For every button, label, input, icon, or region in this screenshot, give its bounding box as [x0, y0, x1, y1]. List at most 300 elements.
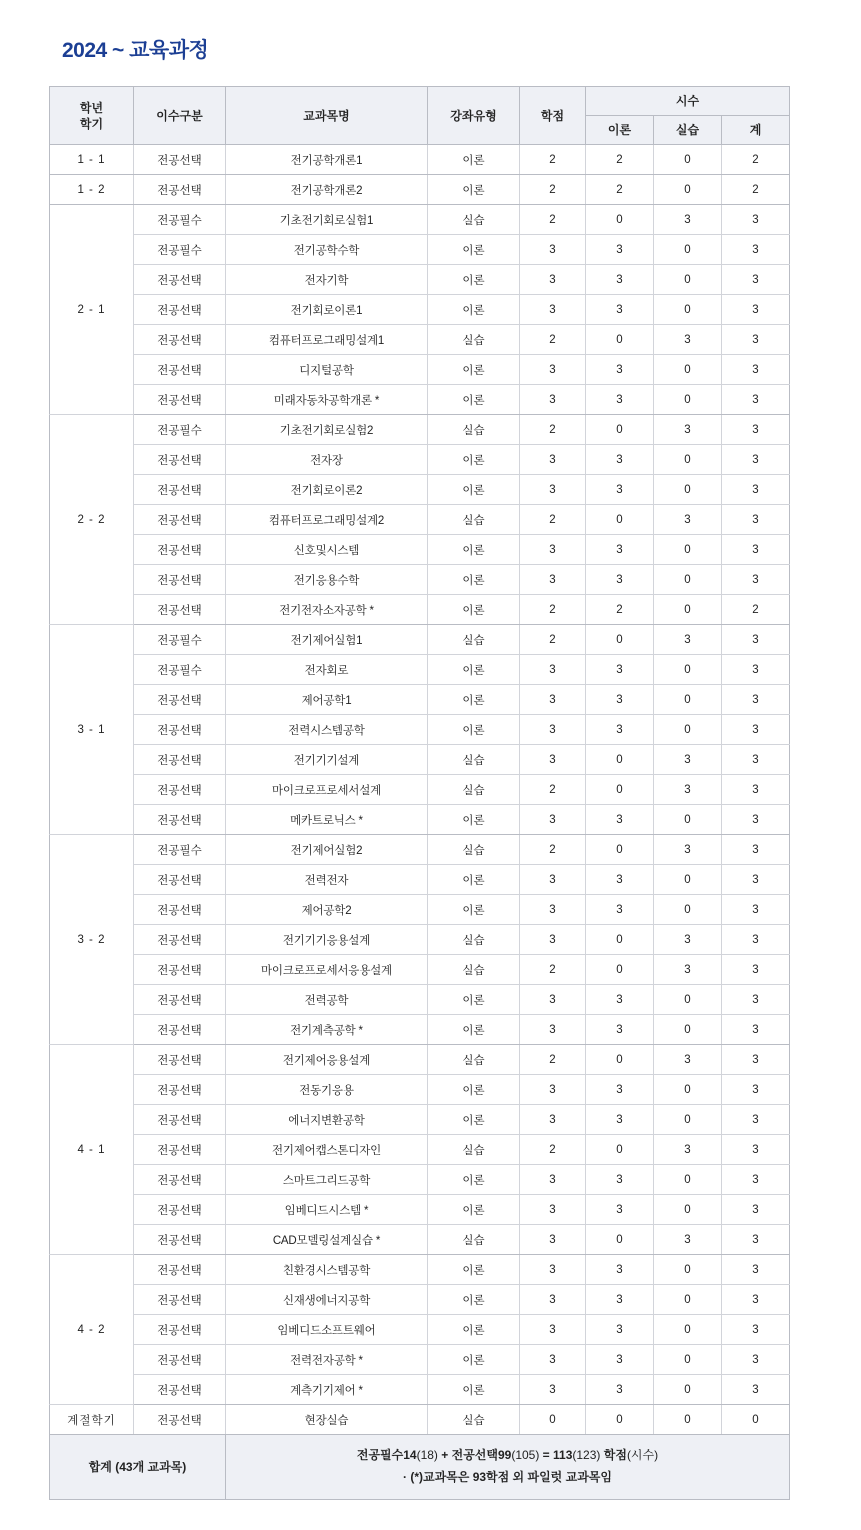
- table-row: [49, 565, 789, 595]
- cell-credit: 3: [519, 355, 585, 385]
- cell-credit: 3: [519, 265, 585, 295]
- cell-lecture-type: 이론: [427, 175, 519, 205]
- table-row: [49, 1195, 789, 1225]
- table-row: [49, 175, 789, 205]
- cell-hours-total: 3: [721, 1315, 789, 1345]
- cell-lecture-type: 실습: [427, 835, 519, 865]
- table-row: [49, 265, 789, 295]
- cell-hours-theory: 0: [585, 625, 653, 655]
- cell-hours-practice: 3: [653, 955, 721, 985]
- cell-completion-type: 전공선택: [133, 385, 225, 415]
- cell-subject-name: CAD모델링설계실습 *: [225, 1225, 427, 1255]
- cell-subject-name: 기초전기회로실험1: [225, 205, 427, 235]
- cell-credit: 3: [519, 235, 585, 265]
- cell-lecture-type: 실습: [427, 1405, 519, 1435]
- cell-hours-theory: 0: [585, 205, 653, 235]
- cell-completion-type: 전공선택: [133, 955, 225, 985]
- cell-subject-name: 전기제어응용설계: [225, 1045, 427, 1075]
- cell-lecture-type: 이론: [427, 1195, 519, 1225]
- cell-subject-name: 기초전기회로실험2: [225, 415, 427, 445]
- table-row: [49, 145, 789, 175]
- cell-subject-name: 전자장: [225, 445, 427, 475]
- cell-lecture-type: 이론: [427, 715, 519, 745]
- cell-hours-total: 3: [721, 1105, 789, 1135]
- cell-credit: 3: [519, 715, 585, 745]
- table-row: [49, 1015, 789, 1045]
- total-hours-unit: (시수): [626, 1448, 659, 1463]
- cell-hours-practice: 0: [653, 355, 721, 385]
- cell-credit: 3: [519, 1315, 585, 1345]
- cell-completion-type: 전공선택: [133, 895, 225, 925]
- total-required: 전공필수14: [356, 1448, 417, 1463]
- cell-subject-name: 스마트그리드공학: [225, 1165, 427, 1195]
- cell-hours-total: 3: [721, 1255, 789, 1285]
- cell-hours-theory: 0: [585, 505, 653, 535]
- cell-lecture-type: 이론: [427, 595, 519, 625]
- cell-completion-type: 전공선택: [133, 1405, 225, 1435]
- cell-hours-practice: 0: [653, 235, 721, 265]
- cell-hours-theory: 0: [585, 925, 653, 955]
- cell-credit: 2: [519, 955, 585, 985]
- cell-completion-type: 전공선택: [133, 175, 225, 205]
- cell-lecture-type: 이론: [427, 865, 519, 895]
- cell-completion-type: 전공선택: [133, 805, 225, 835]
- table-row: [49, 1285, 789, 1315]
- cell-hours-practice: 0: [653, 595, 721, 625]
- cell-lecture-type: 실습: [427, 745, 519, 775]
- cell-hours-theory: 3: [585, 385, 653, 415]
- cell-credit: 3: [519, 1165, 585, 1195]
- cell-subject-name: 메카트로닉스 *: [225, 805, 427, 835]
- cell-completion-type: 전공선택: [133, 1195, 225, 1225]
- total-summary-line1: [230, 1445, 785, 1467]
- cell-subject-name: 신재생에너지공학: [225, 1285, 427, 1315]
- cell-subject-name: 전자기학: [225, 265, 427, 295]
- cell-credit: 3: [519, 565, 585, 595]
- cell-hours-practice: 0: [653, 1285, 721, 1315]
- table-row: [49, 655, 789, 685]
- column-header-completion-type: 이수구분: [133, 87, 225, 145]
- cell-completion-type: 전공선택: [133, 1375, 225, 1405]
- table-row: [49, 355, 789, 385]
- table-row: [49, 1105, 789, 1135]
- cell-hours-theory: 3: [585, 565, 653, 595]
- cell-subject-name: 전기전자소자공학 *: [225, 595, 427, 625]
- cell-subject-name: 전기제어실험1: [225, 625, 427, 655]
- cell-completion-type: 전공선택: [133, 325, 225, 355]
- cell-credit: 3: [519, 1015, 585, 1045]
- cell-hours-practice: 0: [653, 1105, 721, 1135]
- cell-completion-type: 전공선택: [133, 355, 225, 385]
- total-elective: + 전공선택99: [437, 1448, 512, 1463]
- table-row: [49, 475, 789, 505]
- cell-credit: 2: [519, 1045, 585, 1075]
- cell-subject-name: 마이크로프로세서설계: [225, 775, 427, 805]
- table-row: [49, 745, 789, 775]
- cell-hours-total: 3: [721, 1375, 789, 1405]
- cell-subject-name: 전기기기설계: [225, 745, 427, 775]
- cell-subject-name: 전력전자: [225, 865, 427, 895]
- cell-hours-total: 3: [721, 205, 789, 235]
- cell-lecture-type: 이론: [427, 1105, 519, 1135]
- cell-completion-type: 전공필수: [133, 835, 225, 865]
- cell-hours-total: 3: [721, 925, 789, 955]
- cell-hours-theory: 3: [585, 1375, 653, 1405]
- cell-hours-theory: 3: [585, 235, 653, 265]
- cell-credit: 3: [519, 1255, 585, 1285]
- cell-hours-total: 3: [721, 445, 789, 475]
- cell-subject-name: 현장실습: [225, 1405, 427, 1435]
- total-summary: [225, 1435, 789, 1499]
- cell-hours-theory: 3: [585, 1165, 653, 1195]
- column-header-lecture-type: 강좌유형: [427, 87, 519, 145]
- cell-hours-theory: 0: [585, 1225, 653, 1255]
- column-header-year-semester: [49, 87, 133, 145]
- cell-hours-total: 3: [721, 475, 789, 505]
- cell-completion-type: 전공선택: [133, 505, 225, 535]
- cell-year-semester: 계절학기: [49, 1405, 133, 1435]
- cell-hours-practice: 0: [653, 685, 721, 715]
- cell-completion-type: 전공선택: [133, 295, 225, 325]
- cell-hours-theory: 3: [585, 535, 653, 565]
- cell-year-semester: 1 - 1: [49, 145, 133, 175]
- cell-lecture-type: 이론: [427, 985, 519, 1015]
- cell-hours-practice: 3: [653, 325, 721, 355]
- cell-lecture-type: 실습: [427, 325, 519, 355]
- cell-subject-name: 미래자동차공학개론 *: [225, 385, 427, 415]
- cell-lecture-type: 이론: [427, 355, 519, 385]
- cell-hours-practice: 0: [653, 1015, 721, 1045]
- table-row: [49, 205, 789, 235]
- table-row: [49, 805, 789, 835]
- cell-credit: 2: [519, 415, 585, 445]
- cell-credit: 0: [519, 1405, 585, 1435]
- cell-hours-total: 3: [721, 1285, 789, 1315]
- cell-completion-type: 전공선택: [133, 595, 225, 625]
- cell-subject-name: 임베디드소프트웨어: [225, 1315, 427, 1345]
- cell-hours-theory: 3: [585, 475, 653, 505]
- cell-hours-total: 3: [721, 1165, 789, 1195]
- cell-hours-total: 3: [721, 715, 789, 745]
- cell-hours-total: 3: [721, 685, 789, 715]
- cell-credit: 2: [519, 1135, 585, 1165]
- cell-lecture-type: 이론: [427, 1015, 519, 1045]
- table-foot: [49, 1435, 789, 1499]
- cell-hours-total: 2: [721, 145, 789, 175]
- cell-hours-practice: 0: [653, 865, 721, 895]
- cell-year-semester: 1 - 2: [49, 175, 133, 205]
- table-row: [49, 1225, 789, 1255]
- cell-credit: 3: [519, 655, 585, 685]
- cell-credit: 3: [519, 385, 585, 415]
- table-row: [49, 535, 789, 565]
- table-row: [49, 445, 789, 475]
- cell-hours-practice: 0: [653, 145, 721, 175]
- cell-subject-name: 전기기기응용설계: [225, 925, 427, 955]
- cell-credit: 2: [519, 625, 585, 655]
- cell-credit: 3: [519, 745, 585, 775]
- column-header-semester: 학기: [79, 116, 104, 131]
- cell-subject-name: 전기공학개론1: [225, 145, 427, 175]
- cell-hours-theory: 0: [585, 745, 653, 775]
- cell-subject-name: 전력전자공학 *: [225, 1345, 427, 1375]
- cell-subject-name: 전기공학개론2: [225, 175, 427, 205]
- cell-lecture-type: 실습: [427, 625, 519, 655]
- cell-hours-theory: 0: [585, 1405, 653, 1435]
- cell-hours-practice: 3: [653, 835, 721, 865]
- cell-lecture-type: 실습: [427, 205, 519, 235]
- total-row: [49, 1435, 789, 1499]
- cell-credit: 3: [519, 1285, 585, 1315]
- cell-hours-theory: 3: [585, 715, 653, 745]
- cell-completion-type: 전공선택: [133, 1135, 225, 1165]
- table-row: [49, 415, 789, 445]
- cell-lecture-type: 이론: [427, 895, 519, 925]
- cell-hours-total: 2: [721, 595, 789, 625]
- cell-hours-practice: 0: [653, 1315, 721, 1345]
- cell-year-semester: 4 - 2: [49, 1255, 133, 1405]
- column-header-hours-practice: 실습: [653, 116, 721, 145]
- cell-subject-name: 제어공학2: [225, 895, 427, 925]
- cell-hours-theory: 3: [585, 865, 653, 895]
- cell-hours-theory: 3: [585, 355, 653, 385]
- table-row: [49, 235, 789, 265]
- cell-hours-practice: 0: [653, 655, 721, 685]
- cell-hours-theory: 0: [585, 1135, 653, 1165]
- cell-subject-name: 전기공학수학: [225, 235, 427, 265]
- cell-completion-type: 전공필수: [133, 415, 225, 445]
- cell-hours-theory: 0: [585, 325, 653, 355]
- table-row: [49, 1255, 789, 1285]
- cell-hours-practice: 0: [653, 805, 721, 835]
- cell-hours-practice: 0: [653, 895, 721, 925]
- table-row: [49, 715, 789, 745]
- table-row: [49, 295, 789, 325]
- cell-hours-total: 3: [721, 565, 789, 595]
- total-sum: = 113: [539, 1448, 573, 1463]
- cell-completion-type: 전공선택: [133, 1075, 225, 1105]
- cell-hours-total: 3: [721, 265, 789, 295]
- cell-subject-name: 마이크로프로세서응용설계: [225, 955, 427, 985]
- cell-hours-total: 3: [721, 1195, 789, 1225]
- table-row: [49, 685, 789, 715]
- cell-hours-theory: 3: [585, 1015, 653, 1045]
- cell-hours-total: 3: [721, 235, 789, 265]
- table-row: [49, 1165, 789, 1195]
- cell-subject-name: 전기계측공학 *: [225, 1015, 427, 1045]
- table-row: [49, 895, 789, 925]
- cell-hours-practice: 0: [653, 1255, 721, 1285]
- cell-hours-practice: 0: [653, 1075, 721, 1105]
- cell-hours-total: 3: [721, 295, 789, 325]
- cell-credit: 2: [519, 325, 585, 355]
- cell-subject-name: 컴퓨터프로그래밍설계1: [225, 325, 427, 355]
- cell-year-semester: 3 - 2: [49, 835, 133, 1045]
- table-row: [49, 1045, 789, 1075]
- cell-hours-practice: 0: [653, 295, 721, 325]
- cell-hours-practice: 3: [653, 745, 721, 775]
- cell-lecture-type: 이론: [427, 805, 519, 835]
- cell-year-semester: 3 - 1: [49, 625, 133, 835]
- cell-hours-practice: 3: [653, 625, 721, 655]
- cell-subject-name: 전기제어캡스톤디자인: [225, 1135, 427, 1165]
- cell-year-semester: 2 - 2: [49, 415, 133, 625]
- cell-completion-type: 전공선택: [133, 1285, 225, 1315]
- cell-hours-total: 3: [721, 775, 789, 805]
- table-row: [49, 775, 789, 805]
- cell-lecture-type: 이론: [427, 145, 519, 175]
- header-row-1: [49, 87, 789, 116]
- cell-completion-type: 전공선택: [133, 565, 225, 595]
- table-row: [49, 865, 789, 895]
- total-credit-unit: 학점: [600, 1448, 627, 1463]
- cell-hours-practice: 0: [653, 985, 721, 1015]
- cell-hours-theory: 3: [585, 685, 653, 715]
- cell-credit: 3: [519, 805, 585, 835]
- table-head: [49, 87, 789, 145]
- table-row: [49, 985, 789, 1015]
- table-row: [49, 1075, 789, 1105]
- cell-credit: 3: [519, 865, 585, 895]
- cell-hours-practice: 3: [653, 415, 721, 445]
- table-row: [49, 385, 789, 415]
- cell-hours-theory: 0: [585, 415, 653, 445]
- cell-subject-name: 전기회로이론1: [225, 295, 427, 325]
- cell-hours-theory: 3: [585, 445, 653, 475]
- cell-lecture-type: 이론: [427, 655, 519, 685]
- cell-hours-practice: 0: [653, 1405, 721, 1435]
- cell-hours-total: 3: [721, 535, 789, 565]
- cell-lecture-type: 이론: [427, 1285, 519, 1315]
- cell-subject-name: 컴퓨터프로그래밍설계2: [225, 505, 427, 535]
- cell-hours-total: 3: [721, 1045, 789, 1075]
- cell-hours-theory: 3: [585, 1255, 653, 1285]
- cell-completion-type: 전공선택: [133, 1165, 225, 1195]
- cell-credit: 3: [519, 1375, 585, 1405]
- cell-completion-type: 전공필수: [133, 235, 225, 265]
- cell-hours-theory: 3: [585, 805, 653, 835]
- cell-lecture-type: 실습: [427, 775, 519, 805]
- cell-credit: 2: [519, 175, 585, 205]
- cell-hours-total: 3: [721, 1075, 789, 1105]
- cell-hours-total: 3: [721, 745, 789, 775]
- cell-lecture-type: 이론: [427, 235, 519, 265]
- cell-hours-total: 3: [721, 1345, 789, 1375]
- cell-subject-name: 전기회로이론2: [225, 475, 427, 505]
- cell-subject-name: 전자회로: [225, 655, 427, 685]
- cell-hours-practice: 0: [653, 1195, 721, 1225]
- curriculum-table: [49, 86, 790, 1500]
- cell-hours-theory: 3: [585, 1285, 653, 1315]
- cell-subject-name: 전력공학: [225, 985, 427, 1015]
- cell-subject-name: 제어공학1: [225, 685, 427, 715]
- cell-hours-theory: 3: [585, 295, 653, 325]
- cell-hours-practice: 0: [653, 175, 721, 205]
- cell-hours-theory: 3: [585, 895, 653, 925]
- cell-hours-practice: 0: [653, 565, 721, 595]
- cell-credit: 2: [519, 205, 585, 235]
- cell-completion-type: 전공선택: [133, 985, 225, 1015]
- cell-completion-type: 전공선택: [133, 1225, 225, 1255]
- cell-credit: 2: [519, 595, 585, 625]
- cell-hours-theory: 2: [585, 595, 653, 625]
- cell-hours-theory: 3: [585, 1315, 653, 1345]
- cell-lecture-type: 이론: [427, 1375, 519, 1405]
- table-row: [49, 955, 789, 985]
- cell-completion-type: 전공선택: [133, 265, 225, 295]
- cell-hours-practice: 0: [653, 445, 721, 475]
- cell-hours-theory: 3: [585, 1345, 653, 1375]
- cell-lecture-type: 이론: [427, 385, 519, 415]
- cell-credit: 3: [519, 1105, 585, 1135]
- cell-hours-theory: 3: [585, 265, 653, 295]
- table-row: [49, 595, 789, 625]
- cell-hours-theory: 3: [585, 1195, 653, 1225]
- cell-credit: 3: [519, 1075, 585, 1105]
- cell-lecture-type: 실습: [427, 415, 519, 445]
- table-body: [49, 145, 789, 1435]
- cell-lecture-type: 실습: [427, 1225, 519, 1255]
- cell-hours-practice: 3: [653, 1225, 721, 1255]
- cell-year-semester: 4 - 1: [49, 1045, 133, 1255]
- cell-credit: 3: [519, 475, 585, 505]
- cell-subject-name: 전동기응용: [225, 1075, 427, 1105]
- cell-completion-type: 전공선택: [133, 745, 225, 775]
- cell-hours-practice: 3: [653, 205, 721, 235]
- column-header-hours-theory: 이론: [585, 116, 653, 145]
- cell-credit: 3: [519, 535, 585, 565]
- cell-completion-type: 전공선택: [133, 445, 225, 475]
- cell-hours-practice: 0: [653, 1375, 721, 1405]
- cell-credit: 3: [519, 685, 585, 715]
- cell-lecture-type: 실습: [427, 505, 519, 535]
- cell-lecture-type: 이론: [427, 475, 519, 505]
- cell-credit: 2: [519, 505, 585, 535]
- cell-subject-name: 친환경시스템공학: [225, 1255, 427, 1285]
- cell-credit: 3: [519, 985, 585, 1015]
- cell-hours-total: 3: [721, 625, 789, 655]
- cell-hours-theory: 2: [585, 175, 653, 205]
- cell-credit: 3: [519, 295, 585, 325]
- cell-lecture-type: 이론: [427, 265, 519, 295]
- cell-completion-type: 전공필수: [133, 205, 225, 235]
- cell-lecture-type: 이론: [427, 445, 519, 475]
- table-row: [49, 925, 789, 955]
- cell-hours-theory: 0: [585, 1045, 653, 1075]
- cell-hours-total: 0: [721, 1405, 789, 1435]
- cell-hours-practice: 0: [653, 475, 721, 505]
- cell-hours-total: 3: [721, 415, 789, 445]
- column-header-hours-group: 시수: [585, 87, 789, 116]
- cell-hours-total: 3: [721, 505, 789, 535]
- page-title: 2024 ~ 교육과정: [62, 39, 209, 62]
- cell-hours-theory: 3: [585, 655, 653, 685]
- table-row: [49, 835, 789, 865]
- cell-hours-total: 3: [721, 895, 789, 925]
- cell-hours-theory: 0: [585, 955, 653, 985]
- cell-hours-practice: 0: [653, 715, 721, 745]
- cell-completion-type: 전공선택: [133, 1015, 225, 1045]
- cell-completion-type: 전공선택: [133, 1315, 225, 1345]
- cell-hours-total: 3: [721, 1015, 789, 1045]
- cell-lecture-type: 이론: [427, 565, 519, 595]
- cell-hours-theory: 3: [585, 985, 653, 1015]
- total-required-hours: (18): [416, 1448, 438, 1463]
- cell-subject-name: 계측기기제어 *: [225, 1375, 427, 1405]
- cell-completion-type: 전공선택: [133, 1105, 225, 1135]
- cell-hours-practice: 0: [653, 385, 721, 415]
- cell-hours-total: 3: [721, 805, 789, 835]
